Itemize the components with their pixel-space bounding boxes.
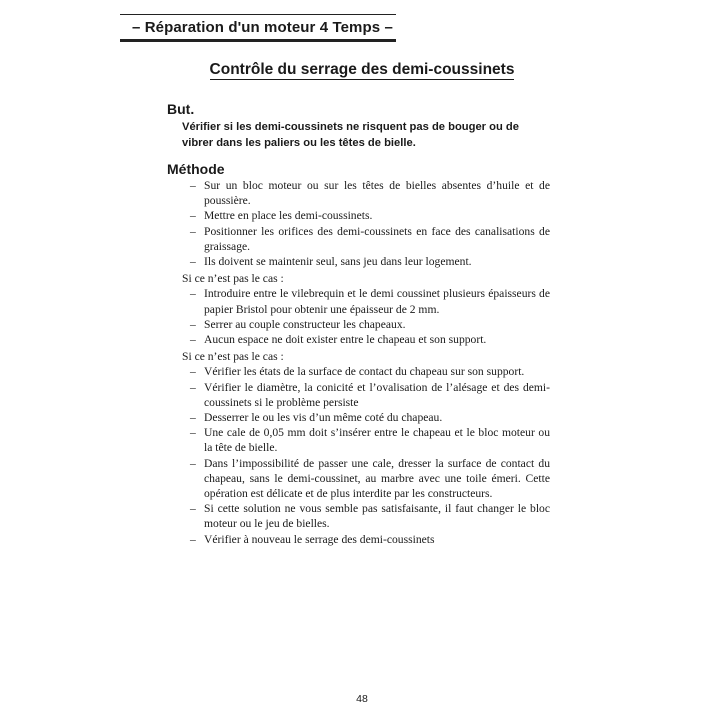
list-item: – Positionner les orifices des demi-coussinets en face des canalisations de graissage.	[190, 224, 550, 254]
list-item: – Vérifier les états de la surface de contact du chapeau sur son support.	[190, 364, 550, 379]
methode-heading: Méthode	[167, 161, 225, 177]
list-item: – Serrer au couple constructeur les chapeaux.	[190, 317, 550, 332]
list-item: – Une cale de 0,05 mm doit s’insérer entre le chapeau et le bloc moteur ou la tête de bielle.	[190, 425, 550, 455]
page-title-text: Contrôle du serrage des demi-coussinets	[209, 61, 515, 78]
list-item: – Ils doivent se maintenir seul, sans jeu dans leur logement.	[190, 254, 550, 269]
condition-text: Si ce n’est pas le cas :	[182, 350, 284, 364]
steps-list-1	[170, 178, 550, 269]
list-item: – Vérifier à nouveau le serrage des demi-coussinets	[190, 532, 550, 547]
list-item: – Sur un bloc moteur ou sur les têtes de bielles absentes d’huile et de poussière.	[190, 178, 550, 208]
list-item: – Introduire entre le vilebrequin et le demi coussinet plusieurs épaisseurs de papier Bristol pour obtenir une épaisseur de 2 mm.	[190, 286, 550, 316]
but-paragraph: Vérifier si les demi-coussinets ne risquent pas de bouger ou de vibrer dans les paliers ou les têtes de bielle.	[182, 121, 519, 149]
list-item: – Desserrer le ou les vis d’un même coté du chapeau.	[190, 410, 550, 425]
page-number: 48	[356, 693, 368, 705]
list-item: – Mettre en place les demi-coussinets.	[190, 208, 550, 223]
methode-body	[170, 178, 550, 547]
page-title	[0, 61, 724, 79]
list-item: – Dans l’impossibilité de passer une cale, dresser la surface de contact du chapeau, sans le demi-coussinet, au marbre avec une toile émeri. Cette opération est délicate et de plus interdite par les constructeurs.	[190, 456, 550, 502]
list-item: – Aucun espace ne doit exister entre le chapeau et son support.	[190, 332, 550, 347]
steps-list-2	[170, 286, 550, 347]
condition-text: Si ce n’est pas le cas :	[182, 272, 284, 286]
list-item: – Si cette solution ne vous semble pas satisfaisante, il faut changer le bloc moteur ou le jeu de bielles.	[190, 501, 550, 531]
chapter-header: – Réparation d'un moteur 4 Temps –	[120, 14, 396, 42]
list-item: – Vérifier le diamètre, la conicité et l’ovalisation de l’alésage et des demi-coussinets si le problème persiste	[190, 380, 550, 410]
but-heading: But.	[167, 101, 195, 117]
steps-list-3	[170, 364, 550, 546]
